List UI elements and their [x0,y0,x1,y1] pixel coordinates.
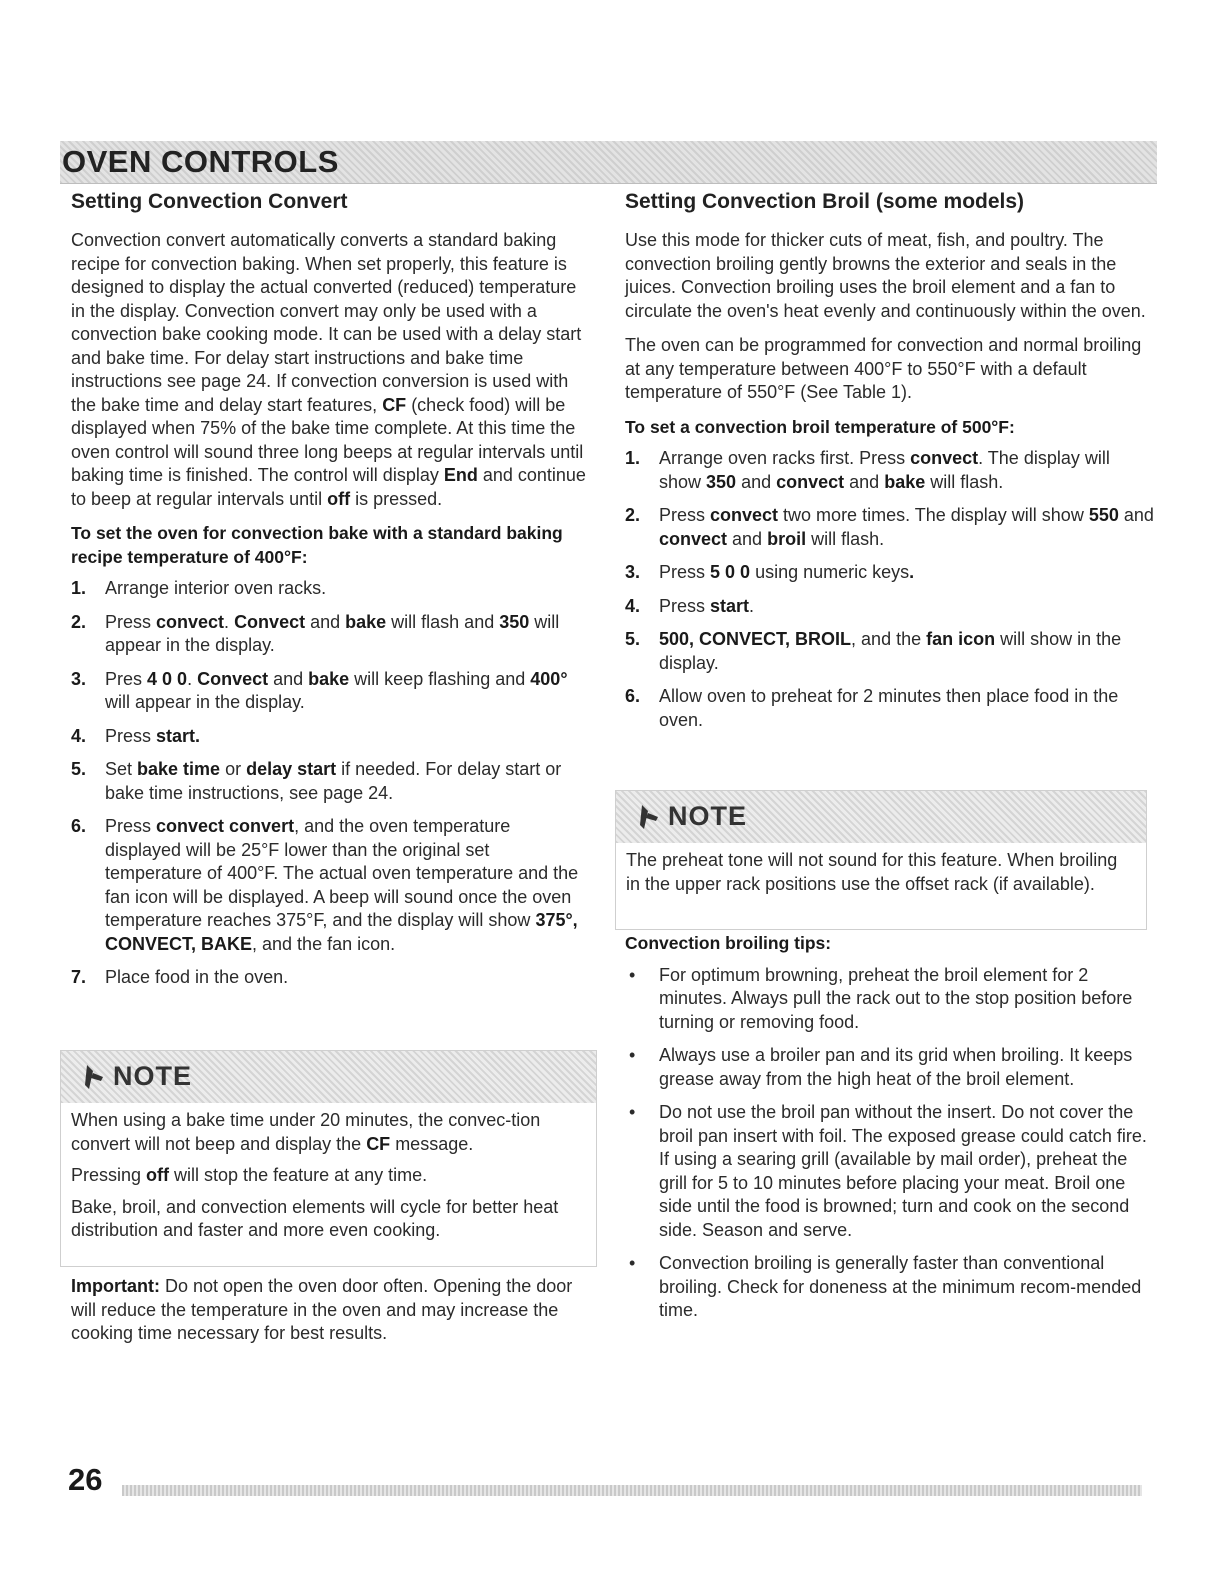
footer-rule [122,1485,1142,1496]
step-item: 5. Set bake time or delay start if needed. For delay start or bake time instructions, see page 24. [71,759,562,803]
note-header [616,791,1146,843]
step-number: 2. [625,505,641,525]
step-item: 4. Press start. [71,725,591,749]
step-number: 2. [71,611,87,632]
step-item: 2. Press convect two more times. The display will show 550 and convect and broil will flash. [625,505,1154,549]
note-paragraph: The preheat tone will not sound for this feature. When broiling in the upper rack positions use the offset rack (if available). [626,850,1118,894]
note-pencil-icon [81,1063,107,1096]
step-number: 1. [625,448,641,468]
right-steps [625,447,1155,732]
step-number: 4. [71,725,87,746]
left-subheading: To set the oven for convection bake with a standard baking recipe temperature of 400°F: [71,523,563,567]
step-number: 6. [71,816,87,836]
step-item: 5. 500, CONVECT, BROIL, and the fan icon will show in the display. [625,629,1122,673]
bullet-icon: • [629,1045,636,1065]
step-number: 1. [71,578,87,598]
right-intro-2: The oven can be programmed for convection and normal broiling at any temperature between 400°F to 550°F with a default temperature of 550°F (See Table 1). [625,335,1142,402]
note-label: NOTE [668,801,748,831]
step-item: 6. Press convect convert, and the oven temperature displayed will be 25°F lower than the original set temperature of 400°F. The actual oven temperature and the fan icon will be displayed. A beep will sound once the oven temperature reaches 375°F, and the display will show 375°, CONVECT, BAKE, and the fan icon. [71,816,579,954]
step-number: 3. [625,562,641,582]
important-note [71,1275,591,1357]
bullet-icon: • [629,1253,636,1273]
right-subheading: To set a convection broil temperature of 500°F: [625,416,1015,437]
right-heading: Setting Convection Broil (some models) [625,190,1025,213]
left-heading: Setting Convection Convert [71,190,348,213]
section-banner [60,141,1157,184]
tips-list [625,964,1155,1323]
note-header [61,1051,596,1103]
note-paragraph: Pressing off will stop the feature at any time. [71,1165,428,1185]
bullet-icon: • [629,1102,636,1122]
left-intro: Convection convert automatically converts a standard baking recipe for convection baking. When set properly, this feature is designed to display the actual converted (reduced) temperature in the display. Convection convert may only be used with a convection bake cooking mode. It can be used with a delay start and bake time. For delay start instructions and bake time instructions see page 24. If convection conversion is used with the bake time and delay start features, CF (check food) will be displayed when 75% of the bake time complete. At this time the oven control will sound three long beeps at regular intervals until baking time is finished. The control will display End and continue to beep at regular intervals until off is pressed. [71,230,586,509]
step-item: 1. Arrange oven racks first. Press convect. The display will show 350 and convect and bake will flash. [625,448,1110,492]
step-item: 3. Press 5 0 0 using numeric keys. [625,561,1155,585]
step-number: 7. [71,967,87,987]
left-column [71,190,591,1000]
tips-heading: Convection broiling tips: [625,933,832,953]
tip-item: • Convection broiling is generally faster than conventional broiling. Check for doneness at the minimum recom-mended time. [629,1253,1142,1320]
tip-item: • Always use a broiler pan and its grid when broiling. It keeps grease away from the high heat of the broil element. [629,1045,1133,1089]
bullet-icon: • [629,964,636,985]
section-title: OVEN CONTROLS [62,144,339,179]
tip-item: • Do not use the broil pan without the insert. Do not cover the broil pan insert with foil. The exposed grease could catch fire. If using a searing grill (available by mail order), preheat the grill for 5 to 10 minutes before placing your meat. Broil one side until the food is browned; turn and cook on the second side. Season and serve. [629,1102,1147,1240]
left-note-box [60,1050,597,1267]
right-column [625,190,1155,742]
left-steps [71,577,591,990]
important-text: Important: Do not open the oven door often. Opening the door will reduce the temperature in the oven and may increase the cooking time necessary for best results. [71,1276,573,1343]
note-paragraph: Bake, broil, and convection elements will cycle for better heat distribution and faster and more even cooking. [71,1196,559,1240]
step-item: 7. Place food in the oven. [71,966,591,990]
step-number: 5. [71,759,87,779]
note-label: NOTE [113,1061,193,1091]
step-item: 3. Pres 4 0 0. Convect and bake will keep flashing and 400° will appear in the display. [71,668,568,712]
note-paragraph: When using a bake time under 20 minutes, the convec-tion convert will not beep and display the CF message. [71,1110,541,1154]
step-item: 4. Press start. [625,595,1155,619]
step-item: 6. Allow oven to preheat for 2 minutes then place food in the oven. [625,686,1119,730]
note-pencil-icon [636,803,662,836]
step-item: 2. Press convect. Convect and bake will flash and 350 will appear in the display. [71,611,560,655]
step-item: 1. Arrange interior oven racks. [71,577,591,601]
step-number: 4. [625,595,641,616]
tip-item: • For optimum browning, preheat the broil element for 2 minutes. Always pull the rack out to the stop position before turning or removing food. [629,964,1133,1032]
note-body [616,843,1146,912]
step-number: 5. [625,629,641,649]
step-number: 6. [625,686,641,706]
right-intro-1: Use this mode for thicker cuts of meat, fish, and poultry. The convection broiling gently browns the exterior and seals in the juices. Convection broiling uses the broil element and a fan to circulate the oven's heat evenly and continuously within the oven. [625,230,1146,321]
step-number: 3. [71,668,87,689]
page-number: 26 [68,1462,103,1497]
note-body [61,1103,596,1259]
right-note-box [615,790,1147,930]
tips-section [625,932,1155,1333]
